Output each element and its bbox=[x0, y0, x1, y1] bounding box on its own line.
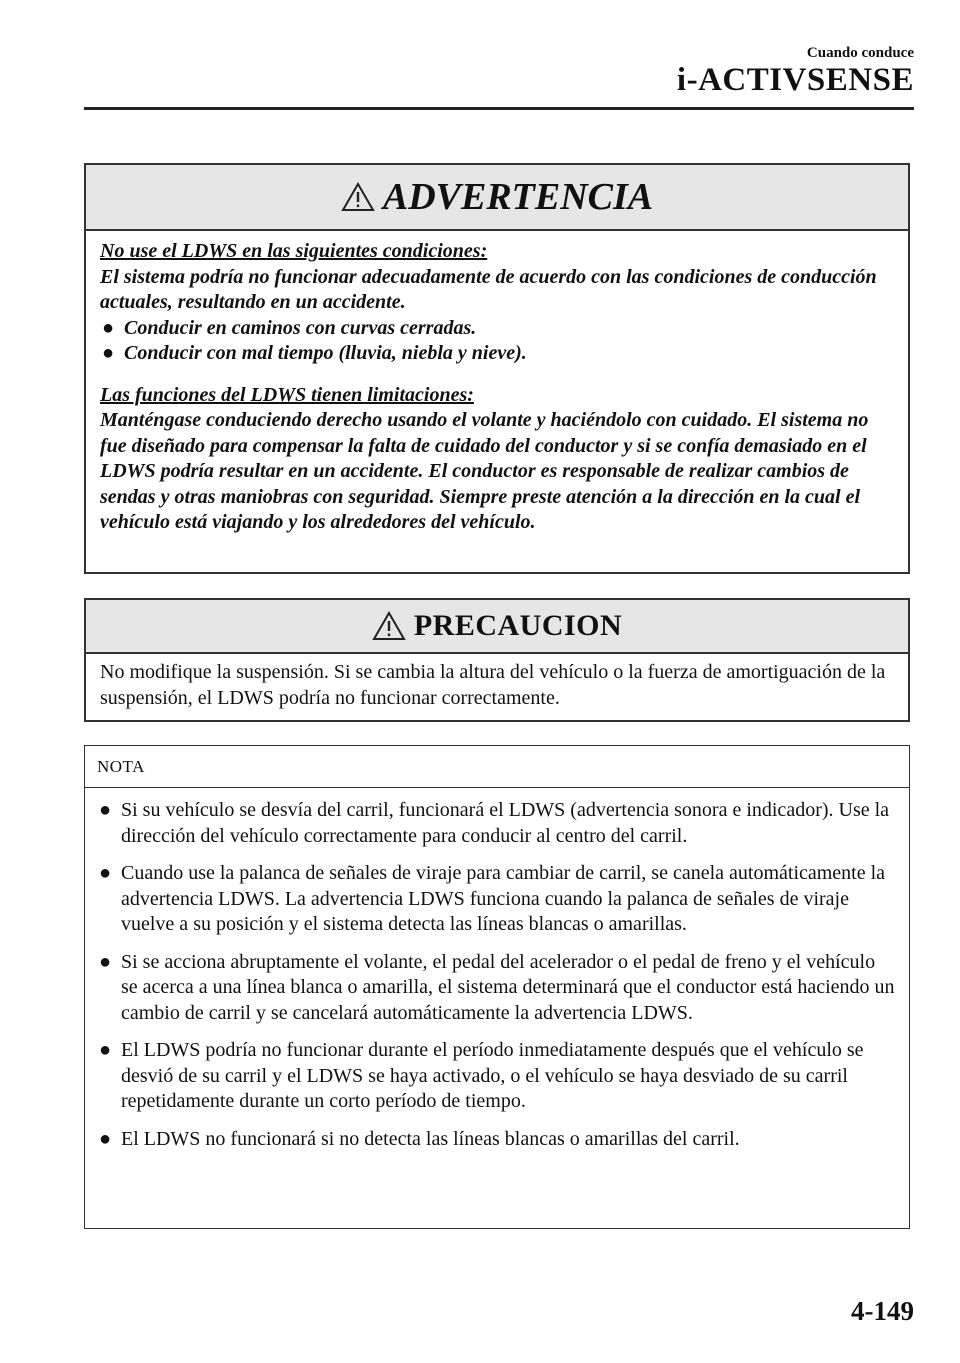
warning-text-2: Manténgase conduciendo derecho usando el volante y haciéndolo con cuidado. El sistema no fue diseñado para compensar la falta de cuidado del conductor y si se confía demasiado en el LDWS podría resultar en un accidente. El conductor es responsable de realizar cambios de sendas y otras maniobras con seguridad. Siempre preste atención a la dirección en la cual el vehículo está viajando y los alrededores del vehículo. bbox=[100, 409, 869, 533]
warning-triangle-icon bbox=[372, 611, 406, 641]
header-rule bbox=[84, 107, 914, 110]
note-title: NOTA bbox=[85, 746, 909, 788]
caution-title-bar bbox=[86, 600, 908, 654]
bullet-icon: ● bbox=[99, 1039, 112, 1061]
page-header bbox=[677, 44, 914, 98]
warning-title-bar bbox=[86, 165, 908, 231]
bullet-icon: ● bbox=[99, 799, 112, 821]
warning-text-1: El sistema podría no funcionar adecuadamente de acuerdo con las condiciones de conducción actuales, resultando en un accidente. bbox=[100, 265, 877, 313]
bullet-icon: ● bbox=[99, 862, 112, 884]
warning-box bbox=[84, 163, 910, 574]
list-item: ● Si su vehículo se desvía del carril, funcionará el LDWS (advertencia sonora e indicador). Use la dirección del vehículo correctamente para conducir al centro del carril. bbox=[99, 799, 890, 847]
list-item: ● Cuando use la palanca de señales de viraje para cambiar de carril, se canela automáticamente la advertencia LDWS. La advertencia LDWS funciona cuando la palanca de señales de viraje vuelve a su posición y el sistema detecta las líneas blancas o amarillas. bbox=[99, 862, 886, 935]
warning-triangle-icon bbox=[341, 182, 375, 212]
list-item: ● Si se acciona abruptamente el volante, el pedal del acelerador o el pedal de freno y el vehículo se acerca a una línea blanca o amarilla, el sistema determinará que el conductor está haciendo un cambio de carril y se cancelará automáticamente la advertencia LDWS. bbox=[99, 950, 895, 1024]
chapter-title: i-ACTIVSENSE bbox=[676, 62, 914, 98]
bullet-icon: ● bbox=[102, 342, 115, 364]
warning-bullet-list bbox=[100, 316, 894, 367]
bullet-icon: ● bbox=[99, 950, 112, 973]
caution-text: No modifique la suspensión. Si se cambia la altura del vehículo o la fuerza de amortiguación de la suspensión, el LDWS podría no funcionar correctamente. bbox=[100, 661, 886, 709]
list-item: ● El LDWS no funcionará si no detecta las líneas blancas o amarillas del carril. bbox=[99, 1127, 895, 1153]
warning-heading-2: Las funciones del LDWS tienen limitaciones: bbox=[100, 383, 474, 406]
warning-heading-1: No use el LDWS en las siguientes condiciones: bbox=[100, 240, 488, 262]
bullet-icon: ● bbox=[102, 316, 115, 339]
bullet-icon: ● bbox=[99, 1127, 112, 1150]
caution-title: PRECAUCION bbox=[413, 609, 623, 642]
list-item: ● Conducir con mal tiempo (lluvia, niebla y nieve). bbox=[100, 341, 894, 367]
section-title: Cuando conduce bbox=[806, 45, 914, 61]
page-number: 4-149 bbox=[851, 1296, 914, 1326]
note-box bbox=[84, 745, 910, 1229]
caution-box bbox=[84, 598, 910, 722]
list-item: ● Conducir en caminos con curvas cerradas. bbox=[100, 316, 894, 342]
note-body bbox=[85, 788, 909, 1152]
warning-body bbox=[86, 231, 908, 536]
warning-title: ADVERTENCIA bbox=[382, 176, 654, 218]
list-item: ● El LDWS podría no funcionar durante el período inmediatamente después que el vehículo se desvió de su carril y el LDWS se haya activado, o el vehículo se haya desviado de su carril repetidamente durante un corto período de tiempo. bbox=[99, 1039, 864, 1112]
